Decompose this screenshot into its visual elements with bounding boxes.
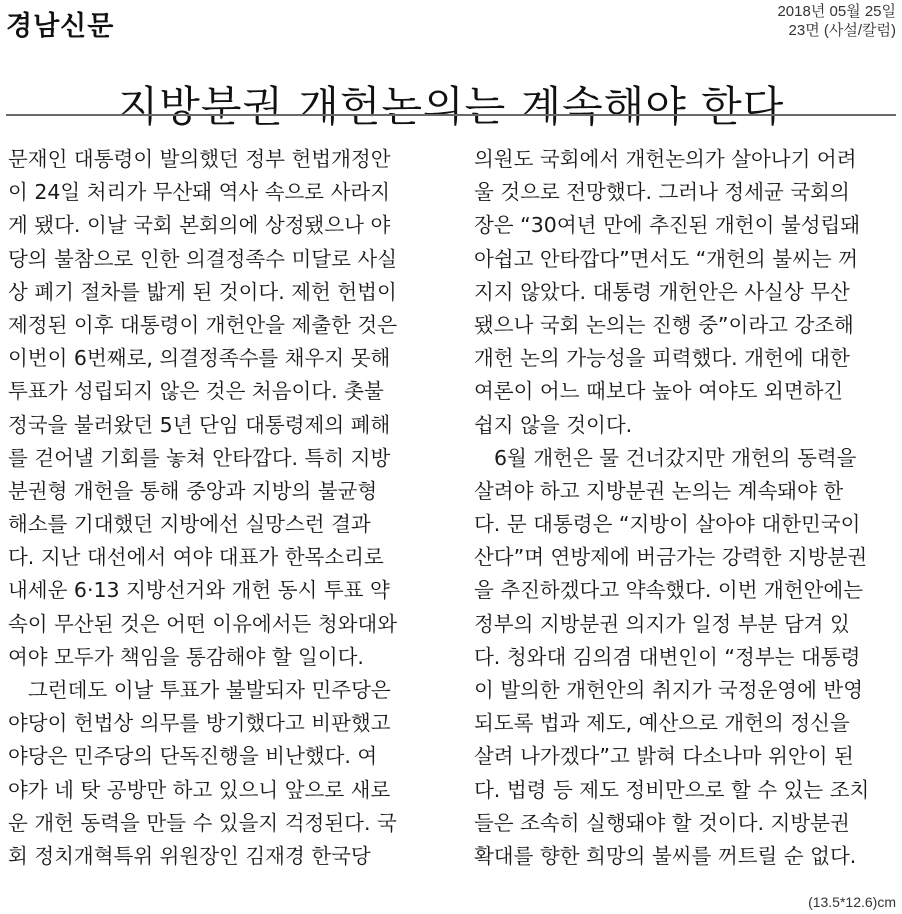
article-line: 여론이 어느 때보다 높아 여야도 외면하긴 [474, 379, 844, 404]
article-line: 쉽지 않을 것이다. [474, 412, 633, 437]
article-line: 게 됐다. 이날 국회 본회의에 상정됐으나 야 [8, 213, 391, 238]
article-meta [777, 2, 896, 40]
publish-date: 2018년 05월 25일 [777, 3, 896, 20]
article-line: 이번이 6번째로, 의결정족수를 채우지 못해 [8, 346, 391, 371]
article-line: 를 걷어낼 기회를 놓쳐 안타깝다. 특히 지방 [8, 445, 391, 470]
article-line: 투표가 성립되지 않은 것은 처음이다. 촛불 [8, 379, 384, 404]
article-line: 지지 않았다. 대통령 개헌안은 사실상 무산 [474, 279, 850, 304]
article-line: 정국을 불러왔던 5년 단임 대통령제의 폐해 [8, 412, 391, 437]
article-line: 개헌 논의 가능성을 피력했다. 개헌에 대한 [474, 346, 850, 371]
article-line: 을 추진하겠다고 약속했다. 이번 개헌안에는 [474, 578, 864, 603]
article-line: 상 폐기 절차를 밟게 된 것이다. 제헌 헌법이 [8, 279, 397, 304]
article-line: 회 정치개혁특위 위원장인 김재경 한국당 [8, 843, 371, 868]
article-line: 다. 지난 대선에서 여야 대표가 한목소리로 [8, 545, 384, 570]
article-line: 확대를 향한 희망의 불씨를 꺼트릴 순 없다. [474, 843, 857, 868]
article-line: 야당은 민주당의 단독진행을 비난했다. 여 [8, 744, 378, 769]
article-line: 속이 무산된 것은 어떤 이유에서든 청와대와 [8, 611, 398, 636]
headline: 지방분권 개헌논의는 계속해야 한다 [117, 82, 785, 132]
article-line: 해소를 기대했던 지방에선 실망스런 결과 [8, 512, 371, 537]
article-line: 아쉽고 안타깝다”면서도 “개헌의 불씨는 꺼 [474, 246, 858, 271]
article-line: 당의 불참으로 인한 의결정족수 미달로 사실 [8, 246, 398, 271]
article-line: 6월 개헌은 물 건너갔지만 개헌의 동력을 [494, 445, 857, 470]
size-note: (13.5*12.6)cm [808, 894, 896, 910]
article-line: 다. 문 대통령은 “지방이 살아야 대한민국이 [474, 512, 861, 537]
article-line: 분권형 개헌을 통해 중앙과 지방의 불균형 [8, 478, 378, 503]
article-line: 살려야 하고 지방분권 논의는 계속돼야 한 [474, 478, 844, 503]
page-info: 23면 (사설/칼럼) [788, 22, 896, 39]
article-line: 장은 “30여년 만에 추진된 개헌이 불성립돼 [474, 213, 861, 238]
article-line: 살려 나가겠다”고 밝혀 다소나마 위안이 된 [474, 744, 854, 769]
article-line: 다. 청와대 김의겸 대변인이 “정부는 대통령 [474, 644, 861, 669]
article-line: 내세운 6·13 지방선거와 개헌 동시 투표 약 [8, 578, 390, 603]
left-column [8, 143, 440, 873]
article-line: 그런데도 이날 투표가 불발되자 민주당은 [28, 678, 391, 702]
article-line: 야당이 헌법상 의무를 방기했다고 비판했고 [8, 711, 391, 736]
article-line: 정부의 지방분권 의지가 일정 부분 담겨 있 [474, 611, 850, 636]
article-line: 문재인 대통령이 발의했던 정부 헌법개정안 [8, 147, 391, 171]
article-line: 이 발의한 개헌안의 취지가 국정운영에 반영 [474, 678, 864, 702]
article-line: 야가 네 탓 공방만 하고 있으니 앞으로 새로 [8, 777, 391, 802]
article-line: 의원도 국회에서 개헌논의가 살아나기 어려 [474, 147, 857, 171]
article-line: 되도록 법과 제도, 예산으로 개헌의 정신을 [474, 711, 850, 736]
article-line: 다. 법령 등 제도 정비만으로 할 수 있는 조치 [474, 777, 870, 802]
article-line: 울 것으로 전망했다. 그러나 정세균 국회의 [474, 180, 850, 205]
right-column [474, 143, 902, 873]
article-line: 산다”며 연방제에 버금가는 강력한 지방분권 [474, 545, 868, 570]
article-line: 운 개헌 동력을 만들 수 있을지 걱정된다. 국 [8, 810, 397, 835]
headline-divider [6, 114, 896, 116]
newspaper-name: 경남신문 [6, 11, 115, 42]
article-line: 여야 모두가 책임을 통감해야 할 일이다. [8, 644, 364, 669]
article-line: 제정된 이후 대통령이 개헌안을 제출한 것은 [8, 312, 398, 337]
article-line: 됐으나 국회 논의는 진행 중”이라고 강조해 [474, 312, 854, 337]
article-line: 이 24일 처리가 무산돼 역사 속으로 사라지 [8, 180, 391, 205]
article-line: 들은 조속히 실행돼야 할 것이다. 지방분권 [474, 810, 850, 835]
